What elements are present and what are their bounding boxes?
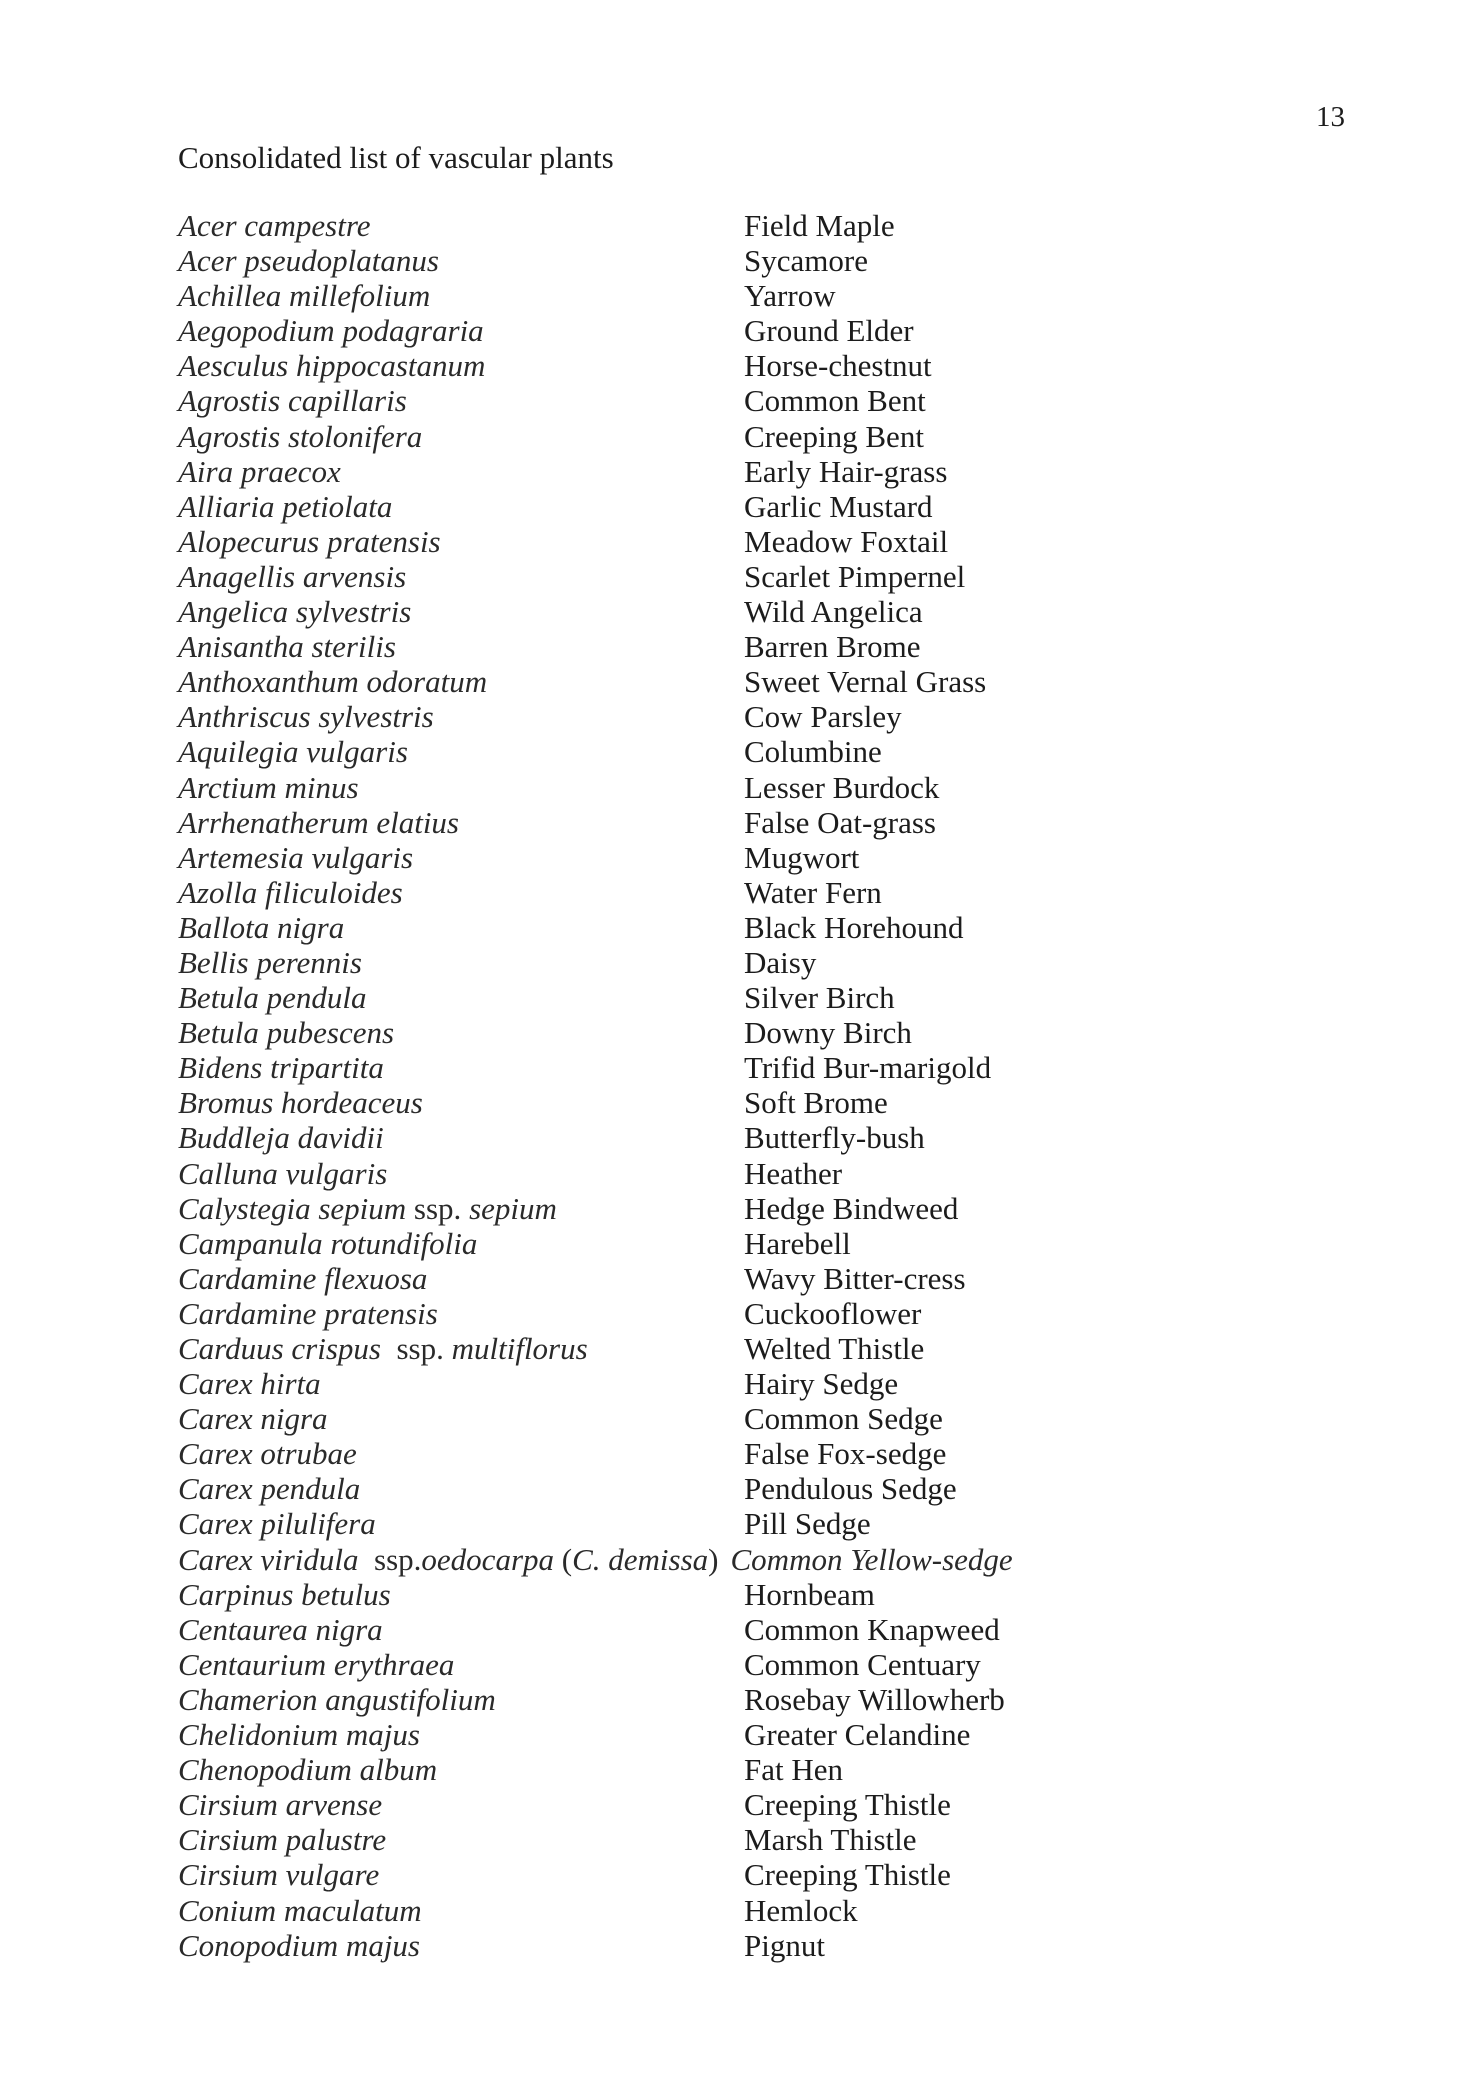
- species-name: Carex pilulifera: [178, 1506, 376, 1542]
- species-name: Arctium minus: [178, 769, 359, 805]
- latin-name: [178, 734, 408, 769]
- list-item: [178, 664, 1378, 699]
- common-name: Greater Celandine: [744, 1717, 971, 1753]
- page-number: 13: [1316, 101, 1345, 133]
- latin-name: [178, 875, 403, 910]
- common-name: Pendulous Sedge: [744, 1471, 957, 1507]
- latin-name: [178, 243, 439, 278]
- species-name: Aegopodium podagraria: [178, 313, 484, 349]
- list-item: [178, 524, 1378, 559]
- common-name: Hedge Bindweed: [744, 1190, 959, 1226]
- common-name: Creeping Thistle: [744, 1857, 951, 1893]
- list-item: [178, 980, 1378, 1015]
- latin-name: [178, 1717, 420, 1752]
- list-item: [178, 1050, 1378, 1085]
- plant-list: [178, 208, 1378, 1963]
- latin-name: [178, 1331, 588, 1366]
- common-name: Common Bent: [744, 383, 926, 419]
- latin-name: [178, 770, 359, 805]
- species-name: Bidens tripartita: [178, 1050, 384, 1086]
- page-title: Consolidated list of vascular plants: [178, 140, 614, 175]
- latin-name: [178, 1296, 438, 1331]
- list-item: [178, 1682, 1378, 1717]
- latin-name: [178, 1401, 328, 1436]
- common-name: Cuckooflower: [744, 1295, 922, 1331]
- common-name: Water Fern: [744, 874, 882, 910]
- list-item: [178, 383, 1378, 418]
- latin-name: [178, 348, 485, 383]
- subspecies-name: sepium: [469, 1190, 557, 1226]
- list-item: [178, 489, 1378, 524]
- latin-name: [178, 1893, 422, 1928]
- subspecies-label: ssp.: [406, 1190, 470, 1226]
- common-name: Pill Sedge: [744, 1506, 871, 1542]
- list-item: [178, 594, 1378, 629]
- list-item: [178, 559, 1378, 594]
- list-item: [178, 1296, 1378, 1331]
- species-name: Artemesia vulgaris: [178, 839, 414, 875]
- common-name: Downy Birch: [744, 1015, 912, 1051]
- latin-name: [178, 910, 344, 945]
- species-name: Cirsium arvense: [178, 1787, 383, 1823]
- list-item: [178, 419, 1378, 454]
- species-name: Conium maculatum: [178, 1892, 422, 1928]
- synonym-close-paren: ): [708, 1541, 719, 1577]
- common-name: Field Maple: [744, 208, 895, 243]
- list-item: [178, 1752, 1378, 1787]
- latin-name: [178, 1928, 420, 1963]
- list-item: [178, 1506, 1378, 1541]
- latin-name: [178, 1015, 394, 1050]
- list-item: [178, 770, 1378, 805]
- latin-name: [178, 594, 411, 629]
- common-name: Creeping Thistle: [744, 1787, 951, 1823]
- common-name: Yarrow: [744, 278, 836, 314]
- list-item: [178, 1577, 1378, 1612]
- latin-name: [178, 1226, 477, 1261]
- latin-name: [178, 1191, 557, 1226]
- common-name: Creeping Bent: [744, 418, 924, 454]
- common-name: Mugwort: [744, 839, 860, 875]
- species-name: Chamerion angustifolium: [178, 1681, 496, 1717]
- species-name: Buddleja davidii: [178, 1120, 384, 1156]
- latin-name: [178, 1857, 379, 1892]
- species-name: Calystegia sepium: [178, 1190, 407, 1226]
- common-name: Columbine: [744, 734, 882, 770]
- species-name: Anthriscus sylvestris: [178, 699, 434, 735]
- list-item: [178, 945, 1378, 980]
- subspecies-label: ssp.: [380, 1331, 452, 1366]
- latin-name: [178, 489, 392, 524]
- list-item: [178, 629, 1378, 664]
- list-item: [178, 348, 1378, 383]
- species-name: Anthoxanthum odoratum: [178, 664, 488, 700]
- synonym-open-paren: (: [554, 1541, 573, 1577]
- species-name: Carex otrubae: [178, 1436, 357, 1472]
- latin-name: [178, 1822, 386, 1857]
- species-name: Betula pendula: [178, 980, 367, 1016]
- list-item: [178, 1401, 1378, 1436]
- species-name: Chenopodium album: [178, 1752, 438, 1788]
- common-name: Fat Hen: [744, 1752, 844, 1788]
- list-item: [178, 1787, 1378, 1822]
- list-item: [178, 699, 1378, 734]
- list-item: [178, 840, 1378, 875]
- species-name: Aesculus hippocastanum: [178, 348, 486, 384]
- list-item: [178, 1612, 1378, 1647]
- common-name: Pignut: [744, 1927, 825, 1963]
- species-name: Anisantha sterilis: [178, 629, 396, 665]
- list-item: [178, 1085, 1378, 1120]
- subspecies-name: multiflorus: [451, 1331, 588, 1366]
- common-name: Harebell: [744, 1225, 851, 1261]
- latin-name: [178, 1506, 376, 1541]
- common-name: Butterfly-bush: [744, 1120, 925, 1156]
- common-name: Wavy Bitter-cress: [744, 1260, 966, 1296]
- common-name: Early Hair-grass: [744, 453, 948, 489]
- list-item: [178, 734, 1378, 769]
- latin-name: [178, 208, 371, 243]
- list-item: [178, 278, 1378, 313]
- latin-name: [178, 1752, 437, 1787]
- common-name: Heather: [744, 1155, 843, 1191]
- common-name: Cow Parsley: [744, 699, 902, 735]
- subspecies-name: oedocarpa: [421, 1541, 555, 1577]
- latin-name: [178, 1577, 391, 1612]
- list-item: [178, 805, 1378, 840]
- species-name: Cirsium palustre: [178, 1822, 387, 1858]
- list-item: [178, 1436, 1378, 1471]
- latin-name: [178, 664, 487, 699]
- common-name: False Fox-sedge: [744, 1436, 947, 1472]
- species-name: Carex nigra: [178, 1401, 328, 1437]
- latin-name: [178, 629, 396, 664]
- list-item: [178, 1717, 1378, 1752]
- synonym-name: C. demissa: [572, 1541, 709, 1577]
- common-name: Hairy Sedge: [744, 1366, 899, 1402]
- species-name: Azolla filiculoides: [178, 874, 403, 910]
- latin-name: [178, 278, 430, 313]
- species-name: Agrostis stolonifera: [178, 418, 423, 454]
- common-name: Marsh Thistle: [744, 1822, 917, 1858]
- common-name: Ground Elder: [744, 313, 914, 349]
- common-name: Barren Brome: [744, 629, 921, 665]
- common-name: Trifid Bur-marigold: [744, 1050, 992, 1086]
- species-name: Alliaria petiolata: [178, 488, 393, 524]
- species-name: Agrostis capillaris: [178, 383, 407, 419]
- species-name: Betula pubescens: [178, 1015, 395, 1051]
- latin-name: [178, 1612, 383, 1647]
- common-name: Scarlet Pimpernel: [744, 558, 966, 594]
- species-name: Campanula rotundifolia: [178, 1225, 478, 1261]
- common-name: Common Knapweed: [744, 1611, 1000, 1647]
- list-item: [178, 910, 1378, 945]
- common-name: Sycamore: [744, 243, 868, 279]
- species-name: Bromus hordeaceus: [178, 1085, 423, 1121]
- species-name: Alopecurus pratensis: [178, 523, 441, 559]
- list-item: [178, 208, 1378, 243]
- species-name: Conopodium majus: [178, 1927, 420, 1963]
- species-name: Centaurea nigra: [178, 1611, 383, 1647]
- list-item: [178, 1226, 1378, 1261]
- latin-name: [178, 1085, 423, 1120]
- species-name: Cardamine flexuosa: [178, 1260, 428, 1296]
- list-item: [178, 1366, 1378, 1401]
- latin-name: [178, 1120, 384, 1155]
- common-name: Black Horehound: [744, 909, 964, 945]
- species-name: Aquilegia vulgaris: [178, 734, 408, 770]
- common-name: Soft Brome: [744, 1085, 888, 1121]
- latin-name: [178, 1647, 454, 1682]
- list-item: [178, 1120, 1378, 1155]
- latin-name: [178, 1471, 360, 1506]
- common-name: Horse-chestnut: [744, 348, 932, 384]
- species-name: Carex hirta: [178, 1366, 321, 1402]
- latin-name: [178, 945, 362, 980]
- species-name: Bellis perennis: [178, 944, 362, 980]
- common-name: Common Yellow-sedge: [730, 1541, 1013, 1577]
- common-name: False Oat-grass: [744, 804, 936, 840]
- species-name: Carduus crispus: [178, 1331, 381, 1366]
- subspecies-label: ssp.: [358, 1541, 422, 1577]
- list-item: [178, 1261, 1378, 1296]
- latin-name: [178, 559, 406, 594]
- list-item: [178, 1471, 1378, 1506]
- species-name: Chelidonium majus: [178, 1717, 420, 1753]
- list-item: [178, 313, 1378, 348]
- species-name: Arrhenatherum elatius: [178, 804, 459, 840]
- species-name: Carex pendula: [178, 1471, 361, 1507]
- common-name: Hornbeam: [744, 1576, 875, 1612]
- list-item: [178, 1191, 1378, 1226]
- latin-name: [178, 980, 367, 1015]
- latin-name: [178, 419, 422, 454]
- latin-name: [178, 1261, 427, 1296]
- common-name: Garlic Mustard: [744, 488, 933, 524]
- species-name: Carex viridula: [178, 1541, 359, 1577]
- latin-name: [178, 805, 459, 840]
- species-name: Acer campestre: [178, 208, 371, 243]
- list-item: [178, 1857, 1378, 1892]
- common-name: Common Sedge: [744, 1401, 943, 1437]
- species-name: Cirsium vulgare: [178, 1857, 380, 1893]
- list-item: [178, 1647, 1378, 1682]
- list-item: [178, 454, 1378, 489]
- latin-name: [178, 524, 441, 559]
- species-name: Aira praecox: [178, 453, 341, 489]
- latin-name: [178, 699, 434, 734]
- species-name: Ballota nigra: [178, 909, 345, 945]
- species-name: Achillea millefolium: [178, 278, 431, 314]
- list-item: [178, 1542, 1378, 1577]
- species-name: Centaurium erythraea: [178, 1646, 455, 1682]
- species-name: Angelica sylvestris: [178, 594, 412, 630]
- common-name: Meadow Foxtail: [744, 523, 949, 559]
- list-item: [178, 1822, 1378, 1857]
- common-name: Sweet Vernal Grass: [744, 664, 987, 700]
- species-name: Anagellis arvensis: [178, 558, 407, 594]
- latin-name: [178, 1542, 1013, 1577]
- latin-name: [178, 1787, 382, 1822]
- list-item: [178, 1893, 1378, 1928]
- latin-name: [178, 1682, 496, 1717]
- species-name: Cardamine pratensis: [178, 1295, 438, 1331]
- common-name: Lesser Burdock: [744, 769, 940, 805]
- common-name: Common Centuary: [744, 1646, 981, 1682]
- common-name: Silver Birch: [744, 980, 895, 1016]
- latin-name: [178, 840, 413, 875]
- list-item: [178, 1331, 1378, 1366]
- common-name: Daisy: [744, 944, 817, 980]
- common-name: Welted Thistle: [744, 1331, 925, 1366]
- list-item: [178, 1156, 1378, 1191]
- list-item: [178, 1015, 1378, 1050]
- latin-name: [178, 1156, 387, 1191]
- common-name: Wild Angelica: [744, 594, 923, 630]
- list-item: [178, 1928, 1378, 1963]
- species-name: Carpinus betulus: [178, 1576, 391, 1612]
- latin-name: [178, 1366, 321, 1401]
- latin-name: [178, 454, 341, 489]
- list-item: [178, 875, 1378, 910]
- common-name: Hemlock: [744, 1892, 858, 1928]
- list-item: [178, 243, 1378, 278]
- latin-name: [178, 313, 484, 348]
- latin-name: [178, 383, 407, 418]
- species-name: Acer pseudoplatanus: [178, 243, 439, 279]
- common-name: Rosebay Willowherb: [744, 1681, 1005, 1717]
- species-name: Calluna vulgaris: [178, 1155, 388, 1191]
- latin-name: [178, 1050, 384, 1085]
- latin-name: [178, 1436, 357, 1471]
